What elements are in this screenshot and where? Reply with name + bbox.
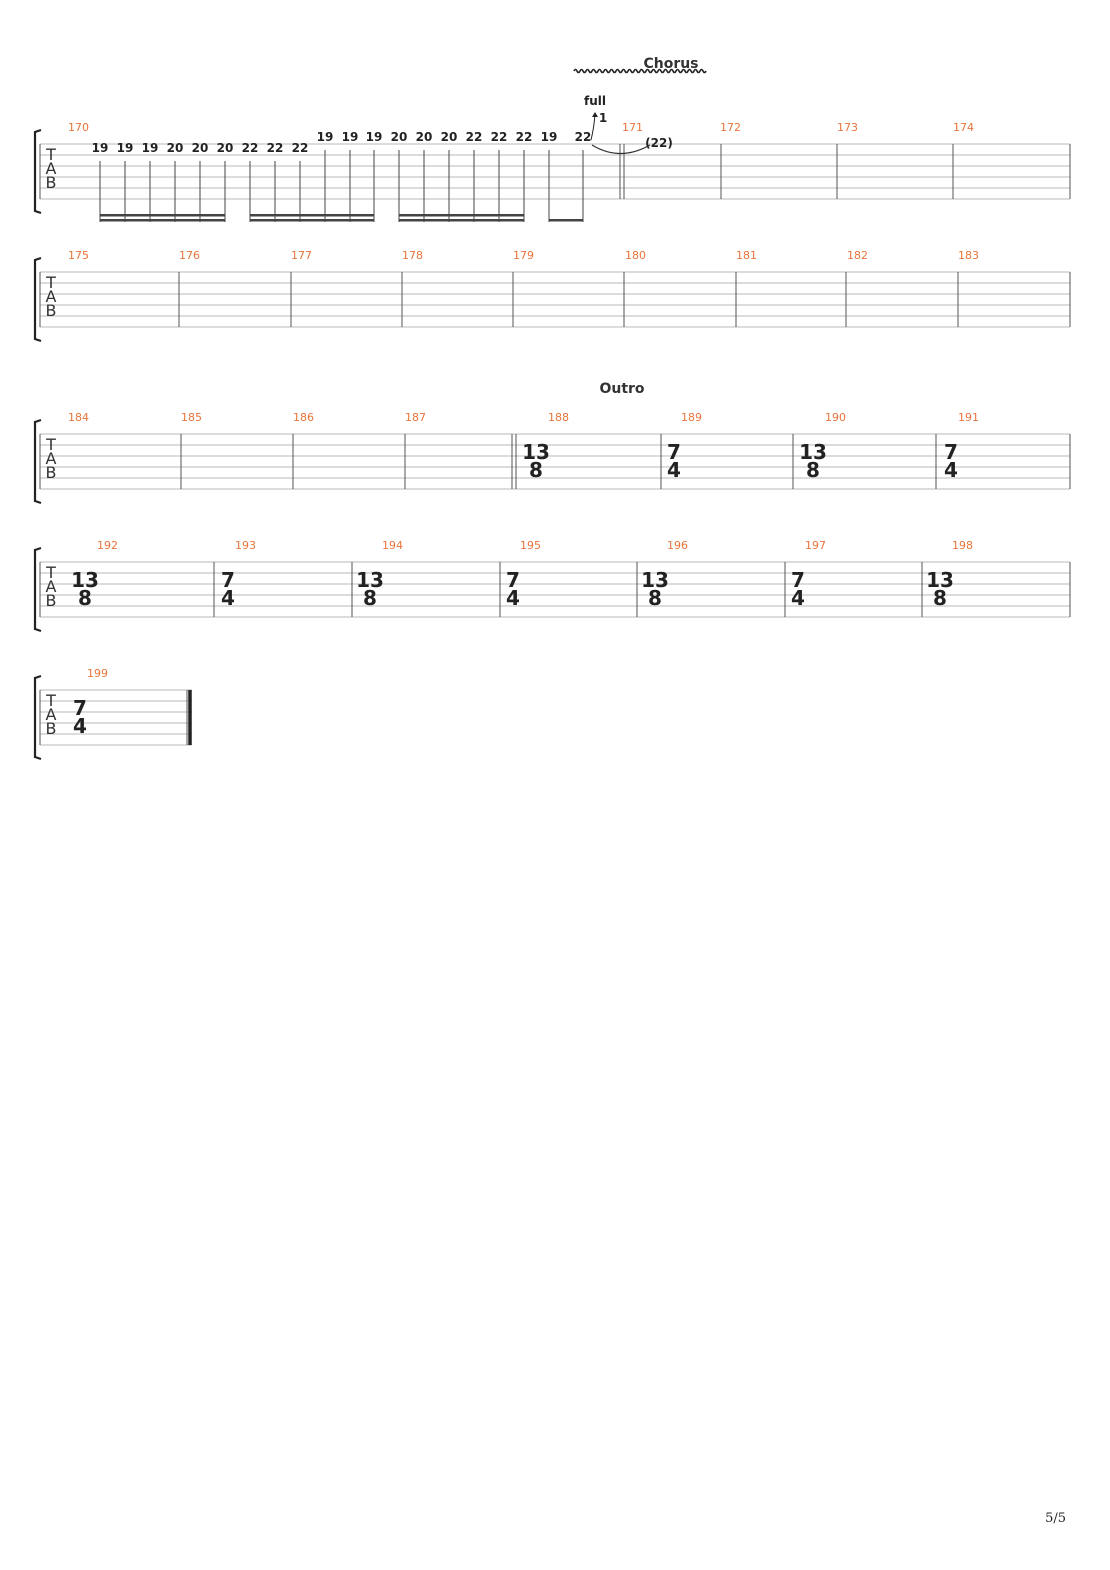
time-signature-denominator: 8 [529, 458, 543, 482]
measure-number: 174 [953, 121, 974, 134]
measure-number: 182 [847, 249, 868, 262]
measure-number: 171 [622, 121, 643, 134]
fret-number: 22 [515, 130, 533, 144]
bend-arrow-curve [591, 114, 595, 140]
time-signature-denominator: 4 [791, 586, 805, 610]
tab-clef-letter: T [46, 145, 56, 164]
measure-number: 177 [291, 249, 312, 262]
tab-clef-letter: B [45, 301, 57, 320]
measure-number: 191 [958, 411, 979, 424]
section-label-outro: Outro [599, 381, 645, 397]
measure-number: 187 [405, 411, 426, 424]
beam-secondary [100, 219, 225, 222]
fret-number: 20 [216, 141, 234, 155]
measure-number: 172 [720, 121, 741, 134]
measure-number: 178 [402, 249, 423, 262]
fret-number: 19 [316, 130, 334, 144]
tab-clef-letter: B [45, 173, 57, 192]
time-signature-denominator: 8 [648, 586, 662, 610]
time-signature-numerator: 7 [944, 440, 958, 464]
measure-number: 175 [68, 249, 89, 262]
tab-clef-letter: B [45, 719, 57, 738]
time-signature-numerator: 7 [73, 696, 87, 720]
fret-number: 20 [440, 130, 458, 144]
time-signature-denominator: 4 [944, 458, 958, 482]
time-signature-denominator: 4 [506, 586, 520, 610]
fret-number: 20 [191, 141, 209, 155]
tab-clef-letter: A [45, 577, 57, 596]
beam-primary [549, 219, 583, 222]
fret-number: 22 [241, 141, 259, 155]
measure-number: 181 [736, 249, 757, 262]
time-signature-numerator: 13 [522, 440, 550, 464]
measure-number: 188 [548, 411, 569, 424]
fret-number: 22 [574, 130, 592, 144]
page-number: 5/5 [1045, 1511, 1066, 1526]
measure-number: 173 [837, 121, 858, 134]
measure-number: 195 [520, 539, 541, 552]
time-signature-numerator: 7 [506, 568, 520, 592]
measure-number: 198 [952, 539, 973, 552]
tab-clef-letter: A [45, 705, 57, 724]
bend-amount: 1 [598, 111, 608, 125]
time-signature-numerator: 7 [221, 568, 235, 592]
time-signature-denominator: 4 [221, 586, 235, 610]
tab-clef-letter: A [45, 449, 57, 468]
time-signature-denominator: 8 [363, 586, 377, 610]
tied-fret-number: (22) [645, 136, 673, 150]
measure-number: 193 [235, 539, 256, 552]
beam-secondary [399, 219, 524, 222]
tab-clef-letter: T [46, 435, 56, 454]
fret-number: 22 [465, 130, 483, 144]
beam-primary [399, 214, 524, 217]
fret-number: 19 [365, 130, 383, 144]
beam-secondary [250, 219, 374, 222]
measure-number: 184 [68, 411, 89, 424]
time-signature-numerator: 7 [667, 440, 681, 464]
time-signature-numerator: 13 [356, 568, 384, 592]
fret-number: 22 [490, 130, 508, 144]
time-signature-numerator: 13 [926, 568, 954, 592]
beam-primary [250, 214, 374, 217]
measure-number: 183 [958, 249, 979, 262]
measure-number: 185 [181, 411, 202, 424]
time-signature-denominator: 4 [667, 458, 681, 482]
time-signature-denominator: 4 [73, 714, 87, 738]
measure-number: 186 [293, 411, 314, 424]
time-signature-numerator: 13 [641, 568, 669, 592]
fret-number: 20 [166, 141, 184, 155]
tab-clef-letter: A [45, 159, 57, 178]
fret-number: 19 [116, 141, 134, 155]
time-signature-denominator: 8 [78, 586, 92, 610]
tab-clef-letter: A [45, 287, 57, 306]
time-signature-denominator: 8 [933, 586, 947, 610]
fret-number: 20 [415, 130, 433, 144]
measure-number: 190 [825, 411, 846, 424]
fret-number: 20 [390, 130, 408, 144]
measure-number: 180 [625, 249, 646, 262]
fret-number: 19 [540, 130, 558, 144]
tab-clef-letter: B [45, 591, 57, 610]
fret-number: 19 [341, 130, 359, 144]
fret-number: 22 [266, 141, 284, 155]
measure-number: 170 [68, 121, 89, 134]
time-signature-numerator: 13 [71, 568, 99, 592]
measure-number: 197 [805, 539, 826, 552]
measure-number: 196 [667, 539, 688, 552]
tab-clef-letter: B [45, 463, 57, 482]
tab-clef-letter: T [46, 563, 56, 582]
time-signature-numerator: 13 [799, 440, 827, 464]
tie-arc [592, 145, 650, 154]
measure-number: 194 [382, 539, 403, 552]
measure-number: 192 [97, 539, 118, 552]
section-label-chorus: Chorus [643, 56, 699, 72]
time-signature-denominator: 8 [806, 458, 820, 482]
fret-number: 19 [141, 141, 159, 155]
tab-clef-letter: T [46, 273, 56, 292]
measure-number: 176 [179, 249, 200, 262]
beam-primary [100, 214, 225, 217]
time-signature-numerator: 7 [791, 568, 805, 592]
fret-number: 19 [91, 141, 109, 155]
measure-number: 189 [681, 411, 702, 424]
bend-arrow-head [592, 112, 598, 117]
tab-clef-letter: T [46, 691, 56, 710]
measure-number: 199 [87, 667, 108, 680]
measure-number: 179 [513, 249, 534, 262]
fret-number: 22 [291, 141, 309, 155]
bend-full-label: full [584, 94, 606, 108]
